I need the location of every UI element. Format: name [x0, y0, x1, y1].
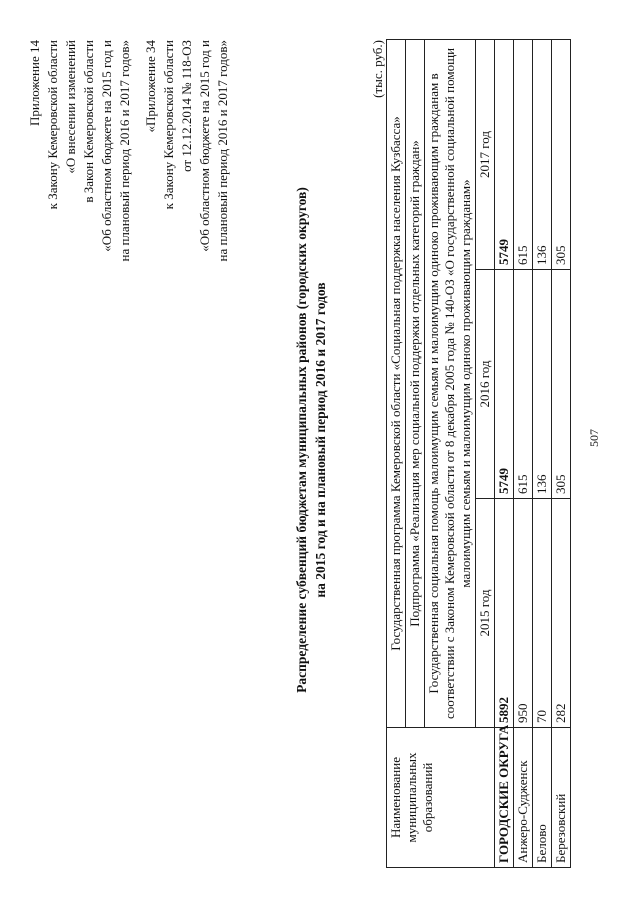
appendix-line: от 12.12.2014 № 118-ОЗ [179, 40, 194, 172]
appendix-line: «О внесении изменений [63, 40, 78, 174]
page-number: 507 [587, 429, 601, 447]
year-header-2016: 2016 год [476, 270, 495, 499]
year-header-2015: 2015 год [476, 499, 495, 728]
program-cell: Государственная программа Кемеровской области «Социальная поддержка населения Кузбасса» [387, 39, 406, 727]
table-row [533, 39, 552, 867]
value-2015: 950 [514, 499, 533, 728]
row-name: Анжеро-Судженск [514, 728, 533, 868]
appendix-line: на плановый период 2016 и 2017 годов» [117, 40, 132, 262]
row-name: ГОРОДСКИЕ ОКРУГА [495, 728, 514, 868]
value-2016: 5749 [495, 270, 514, 499]
appendix-line: к Закону Кемеровской области [45, 40, 60, 210]
value-2015: 5892 [495, 499, 514, 728]
subsidy-table [386, 39, 571, 868]
appendix-line: «Приложение 34 [143, 40, 158, 133]
value-2015: 282 [552, 499, 571, 728]
value-2016: 615 [514, 270, 533, 499]
row-name: Березовский [552, 728, 571, 868]
appendix-line: к Закону Кемеровской области [161, 40, 176, 210]
appendix-34-block [142, 40, 232, 340]
measure-cell: Государственная социальная помощь малоимущим семьям и малоимущим одиноко проживающим гражданам в соответствии с Законом Кемеровской области от 8 декабря 2005 года № 140-ОЗ «О государственной социальной помощи малоимущим семьям и малоимущим одиноко проживающим гражданам» [425, 39, 476, 727]
title-line-1: Распределение субвенций бюджетам муниципальных районов (городских округов) [294, 187, 309, 693]
value-2016: 305 [552, 270, 571, 499]
table-row [552, 39, 571, 867]
rotated-content [22, 30, 622, 880]
appendix-line: на плановый период 2016 и 2017 годов» [215, 40, 230, 262]
table-row [495, 39, 514, 867]
appendix-14-block [26, 40, 134, 340]
value-2017: 136 [533, 39, 552, 269]
appendix-line: Приложение 14 [27, 40, 42, 127]
appendix-line: «Об областном бюджете на 2015 год и [197, 40, 212, 252]
subprogram-cell: Подпрограмма «Реализация мер социальной поддержки отдельных категорий граждан» [406, 39, 425, 727]
value-2017: 5749 [495, 39, 514, 269]
value-2015: 70 [533, 499, 552, 728]
table-row [514, 39, 533, 867]
value-2016: 136 [533, 270, 552, 499]
title-line-2: на 2015 год и на плановый период 2016 и 2017 годов [313, 282, 328, 598]
document-title [292, 120, 330, 760]
header-name-cell: Наименование муниципальных образований [387, 728, 495, 868]
value-2017: 615 [514, 39, 533, 269]
appendix-line: «Об областном бюджете на 2015 год и [99, 40, 114, 252]
year-header-2017: 2017 год [476, 39, 495, 269]
appendix-line: в Закон Кемеровской области [81, 40, 96, 203]
row-name: Белово [533, 728, 552, 868]
units-label: (тыс. руб.) [370, 40, 385, 98]
value-2017: 305 [552, 39, 571, 269]
